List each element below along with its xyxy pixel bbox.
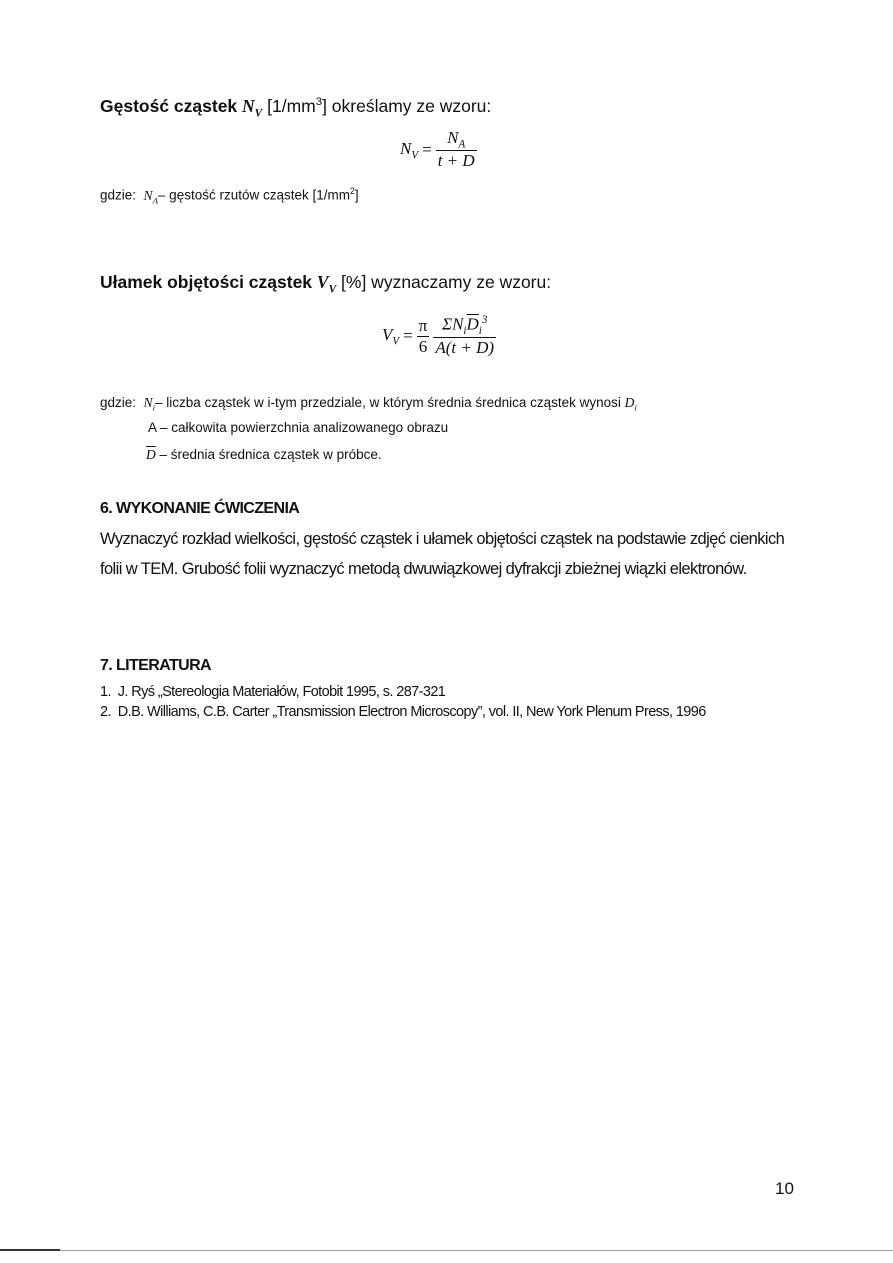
reference-item: 1. J. Ryś „Stereologia Materiałów, Fotobit 1995, s. 287-321 <box>100 684 446 700</box>
section6-heading: 6. WYKONANIE ĆWICZENIA <box>100 500 300 517</box>
volume-where-item-2: A – całkowita powierzchnia analizowanego obrazu <box>148 420 449 435</box>
page-edge-mark <box>0 1249 60 1251</box>
volume-where-item-1: gdzie: $N_i-$ liczba cząstek w i-tym przedziale, w którym średnia średnica cząstek wynosi $D_i$ <box>100 395 637 413</box>
section7-heading: 7. LITERATURA <box>100 657 212 674</box>
density-heading: Gęstość cząstek $N_V$ $[1/mm^3]$ określamy ze wzoru: <box>100 96 492 120</box>
density-heading-bold: Gęstość cząstek <box>100 96 243 116</box>
density-where: gdzie: $N_A-$ gęstość rzutów cząstek $[1/mm^2]$ <box>100 186 359 206</box>
section6-body: Wyznaczyć rozkład wielkości, gęstość cząstek i ułamek objętości cząstek na podstawie zdjęć cienkich folii w TEM. Grubość folii wyznaczyć metodą dwuwiązkowej dyfrakcji zbieżnej wiązki elektronów. <box>100 530 785 578</box>
page-edge-line <box>0 1250 893 1251</box>
page-number: 10 <box>775 1179 794 1198</box>
volume-heading: Ułamek objętości cząstek $V_V$ [%] wyznaczamy ze wzoru: <box>100 272 552 296</box>
volume-where-item-3: $\overline{D}$ – średnia średnica cząstek w próbce. <box>146 447 382 462</box>
reference-item: 2. D.B. Williams, C.B. Carter „Transmission Electron Microscopy”, vol. II, New York Plenum Press, 1996 <box>100 704 706 720</box>
volume-formula: $V_V$ = $\frac{\pi}{6}$ $\frac{\Sigma N_i\overline{D}_i^3}{A(t + \overline{D})}$ <box>382 314 495 358</box>
density-symbol: $N_V$ <box>242 96 263 120</box>
density-formula: $N_V$ = $\frac{N_A}{t + D}$ <box>400 128 475 171</box>
